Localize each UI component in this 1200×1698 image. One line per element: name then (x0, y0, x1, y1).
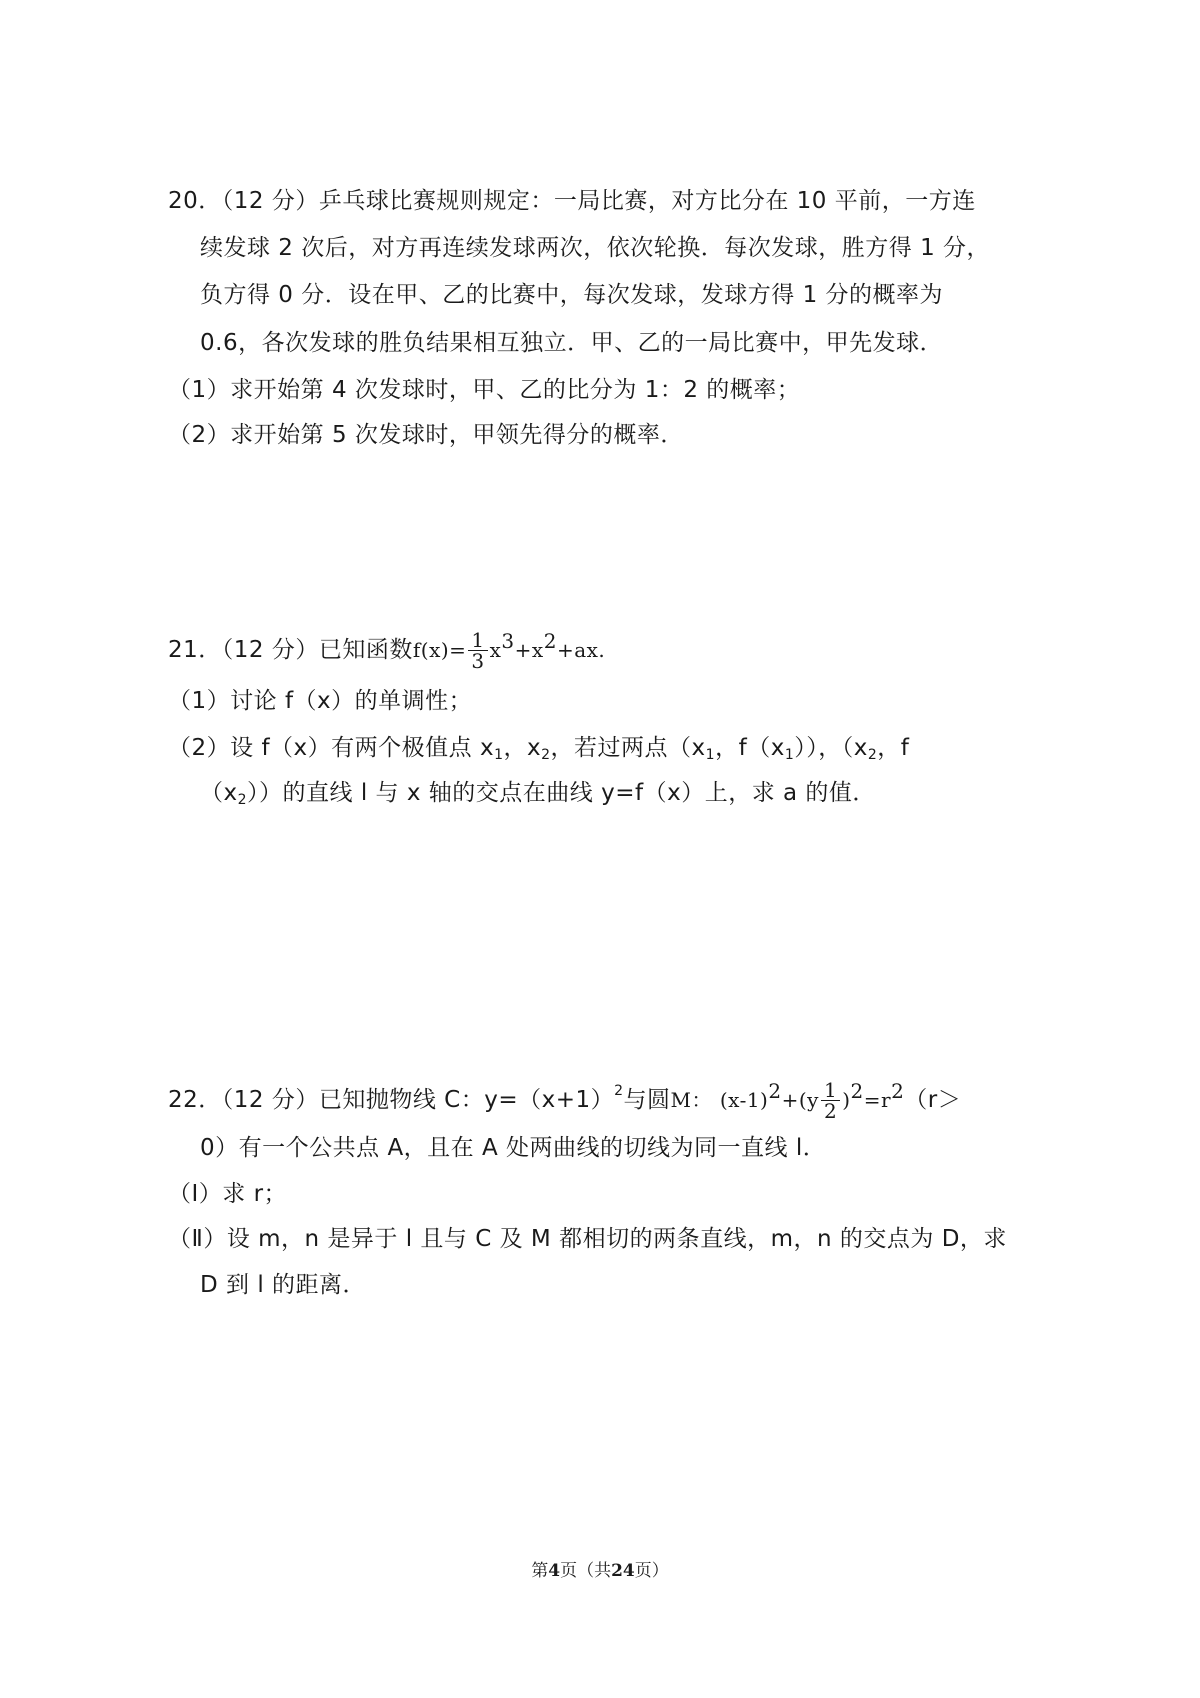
q21-tail: +ax. (556, 638, 606, 662)
q21-statement (168, 630, 605, 671)
q22-circle-exp-b: 2 (850, 1079, 864, 1103)
q22-frac-den: 2 (823, 1099, 838, 1123)
q22-mid: 与圆 (623, 1087, 671, 1113)
q21-part2-f: ，f (877, 735, 910, 761)
q21-part2-b: ，x (503, 735, 542, 761)
q21-part2-g: （x (200, 780, 238, 806)
q21-part2-line1 (168, 733, 909, 770)
footer-page-number: 4 (548, 1561, 561, 1581)
q20-line2: 续发球 2 次后，对方再连续发球两次，依次轮换．每次发球，胜方得 1 分， (200, 235, 991, 261)
q22-tail: （r＞ (904, 1087, 962, 1113)
q22-part1: （Ⅰ）求 r； (168, 1181, 288, 1207)
q22-circle-d: =r (863, 1088, 892, 1112)
q21-prefix: 21．（12 分）已知函数 (168, 637, 413, 663)
q21-part2-e: ）），（x (794, 735, 868, 761)
q21-plus-x: +x (514, 638, 544, 662)
q22-circle-a: (x-1) (719, 1088, 769, 1112)
q21-part2-line2 (200, 778, 876, 815)
q21-part2-d: ，f（x (715, 735, 785, 761)
footer-mid: 页（共 (560, 1561, 612, 1581)
q22-line2: 0）有一个公共点 A，且在 A 处两曲线的切线为同一直线 l． (200, 1135, 827, 1161)
q22-prefix: 22．（12 分）已知抛物线 C：y=（x+1） (168, 1087, 615, 1113)
footer-total-pages: 24 (611, 1561, 635, 1581)
page-footer (0, 1556, 1200, 1581)
q21-sub1c: 1 (784, 747, 795, 763)
q22-circle-exp-a: 2 (768, 1079, 782, 1103)
q21-f-lhs: f(x)= (412, 638, 467, 662)
q21-part2-h: ））的直线 l 与 x 轴的交点在曲线 y=f（x）上，求 a 的值． (247, 780, 876, 806)
q22-part2-line1: （Ⅱ）设 m，n 是异于 l 且与 C 及 M 都相切的两条直线，m，n 的交点为 D，求 (168, 1226, 1007, 1252)
q20-part2: （2）求开始第 5 次发球时，甲领先得分的概率． (168, 422, 684, 448)
q20-line1: 20．（12 分）乒乓球比赛规则规定：一局比赛，对方比分在 10 平前，一方连 (168, 188, 976, 214)
q22-fraction (821, 1080, 840, 1121)
q20-line4: 0.6，各次发球的胜负结果相互独立．甲、乙的一局比赛中，甲先发球． (200, 330, 944, 356)
q21-frac-num: 1 (468, 630, 487, 651)
q21-exp3: 3 (501, 629, 515, 653)
q21-sub1a: 1 (494, 747, 504, 763)
q20-part1: （1）求开始第 4 次发球时，甲、乙的比分为 1：2 的概率； (168, 377, 801, 403)
q22-sq: 2 (614, 1083, 624, 1099)
footer-pre: 第 (531, 1561, 549, 1581)
q22-frac-num: 1 (821, 1080, 840, 1101)
q21-fraction (468, 630, 487, 671)
q22-part2-line2: D 到 l 的距离． (200, 1272, 367, 1298)
q21-exp2: 2 (543, 629, 557, 653)
q20-line3: 负方得 0 分．设在甲、乙的比赛中，每次发球，发球方得 1 分的概率为 (200, 282, 944, 308)
q22-statement (168, 1080, 961, 1121)
q21-sub2a: 2 (541, 747, 551, 763)
q22-circle-c: ) (842, 1088, 851, 1112)
q22-circle-exp-c: 2 (891, 1079, 905, 1103)
q21-part1: （1）讨论 f（x）的单调性； (168, 688, 473, 714)
footer-post: 页） (634, 1561, 669, 1581)
q21-x: x (489, 638, 502, 662)
q21-part2-c: ，若过两点（x (550, 735, 706, 761)
q21-sub2c: 2 (237, 792, 248, 808)
q21-sub1b: 1 (705, 747, 716, 763)
q21-sub2b: 2 (867, 747, 878, 763)
q21-part2-a: （2）设 f（x）有两个极值点 x (168, 735, 495, 761)
q22-circle-b: +(y (781, 1088, 819, 1112)
q22-circle-name: M： (670, 1088, 713, 1112)
q21-frac-den: 3 (471, 649, 485, 673)
